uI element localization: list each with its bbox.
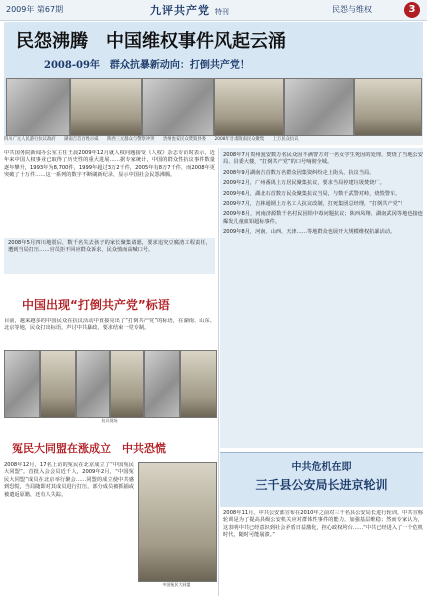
right-bullet-3: 2009年6月，湖北石首数万民众聚集抗议当局，与数千武警对峙，烧毁警车。	[223, 190, 401, 197]
page-number-badge: 3	[404, 2, 420, 18]
brand-name: 九评共产党	[150, 4, 210, 17]
section-heading-alliance: 冤民大同盟在涨成立 中共恐慌	[12, 442, 166, 455]
left-bullet-box	[4, 238, 215, 274]
left-intro-article	[4, 150, 215, 234]
slogan-photo-6	[180, 350, 217, 418]
alliance-photo-caption: 中国冤民大同盟	[162, 582, 191, 587]
slogans-article	[4, 318, 215, 346]
protest-photo-3	[142, 78, 214, 136]
brand-special-label: 特刊	[214, 8, 229, 16]
police-chief-tag: 中共危机在即	[291, 462, 352, 473]
alliance-article	[4, 462, 134, 586]
main-headline: 民怨沸腾 中国维权事件风起云涌	[16, 31, 286, 52]
protest-photo-4	[214, 78, 284, 136]
slogan-photo-3	[76, 350, 110, 418]
column-divider	[218, 148, 219, 596]
protest-photo-6	[354, 78, 422, 136]
slogans-text: 目前，越来越多的中国民众在抗议活动中直接亮出了“打倒共产党”的标语，在湖南、山东、北京等地，民众打出标语，声讨中共暴政，要求结束一党专制。	[4, 318, 215, 332]
alliance-text: 2008年12月，17名上访的冤民在北京成立了“中国冤民大同盟”。首批入会会员近千人，2009年2月，“中国冤民大同盟”成员在北京举行聚会……同盟的成立使中共感到恐慌，当局随即对其成员进行打压，部分成员被抓捕或被遣返原籍，还有人失踪。	[4, 462, 134, 498]
issue-number: 2009年 第67期	[6, 5, 64, 14]
right-bullet-2: 2009年2月，广州番禺上万居民聚集抗议，要求当局停建垃圾焚烧厂。	[223, 180, 385, 187]
right-bullet-5: 2009年8月，河南济源数千名村民因铅中毒问题抗议；陕西凤翔、湖南武冈等地也接连爆发儿童血铅超标事件。	[223, 211, 423, 225]
slogan-photo-5	[144, 350, 180, 418]
slogan-photo-4	[110, 350, 144, 418]
section-name: 民怨与维权	[332, 5, 372, 14]
police-chief-article	[223, 510, 423, 596]
photo-strip-caption: 四川广元人民游行抗议政府 湖南吉首百姓示威 陕西三元群众与警察冲突 贵州瓮安民众焚毁县委 2008年甘肃陇南民众聚集 上万民众抗议	[4, 136, 423, 145]
left-intro-text: 中共国务院新闻办公室主任王晨2009年12月就人权问题接受《人权》杂志专访时表示，近年来中国人权事业已取得了历史性的重大进展……据专家统计，中国的群众性抗议事件数量逐年攀升，1993年为8,700件，1999年超过3万2千件，2005年有8万7千件，而2008年更突破了十万件……这一系列的数字不断刷新纪录，显示中国社会民怨沸腾。	[4, 150, 215, 179]
headline-subtitle: 2008-09年 群众抗暴新动向：打倒共产党！	[44, 60, 250, 71]
right-intro-text: 2008年7月贵州瓮安数万名民众因不满警方对一名女学生死因的处理，焚烧了当地公安局、县委大楼，“打倒共产党”的口号响彻全城。	[223, 152, 423, 166]
section-heading-slogans: 中国出现“打倒共产党”标语	[22, 298, 170, 312]
right-bullet-1: 2008年9月湖南吉首数万名群众因集资纠纷走上街头，抗议当局。	[223, 169, 375, 176]
police-chief-headline: 三千县公安局长进京轮训	[255, 478, 388, 492]
publication-brand	[150, 2, 229, 18]
protest-photo-5	[284, 78, 354, 136]
right-events-list	[223, 152, 423, 444]
left-bullet-text: 2008年5月四川地震后，数千名失去孩子的家长聚集请愿，要求追究豆腐渣工程责任，遭到当局打压……官员拒不回应群众诉求，民众愤而高喊口号。	[8, 240, 211, 254]
protest-photo-1	[6, 78, 70, 136]
right-bullet-6: 2009年8月，河南、山西、天津……等地群众也展开大规模维权抗暴活动。	[223, 229, 396, 236]
slogan-photo-caption: 抗议现场	[101, 418, 118, 423]
slogan-photo-1	[4, 350, 40, 418]
protest-photo-2	[70, 78, 142, 136]
right-bullet-4: 2009年7月，吉林通钢上万名工人抗议改制，打死集团总经理，“打倒共产党”！	[223, 201, 406, 208]
police-chief-text: 2008年11月，中共公安部宣布在2010年之前对三千名县公安局长进行轮训。中共宣称轮训是为了提高县级公安机关应对群体性事件的能力，加强基层维稳；然而专家认为，这表明中共已经意识到社会矛盾日益激化，担心政权垮台……“中共已经进入了一个危机时代，随时可能崩溃。”	[223, 510, 423, 539]
slogan-photo-2	[40, 350, 76, 418]
alliance-photo	[138, 462, 217, 582]
